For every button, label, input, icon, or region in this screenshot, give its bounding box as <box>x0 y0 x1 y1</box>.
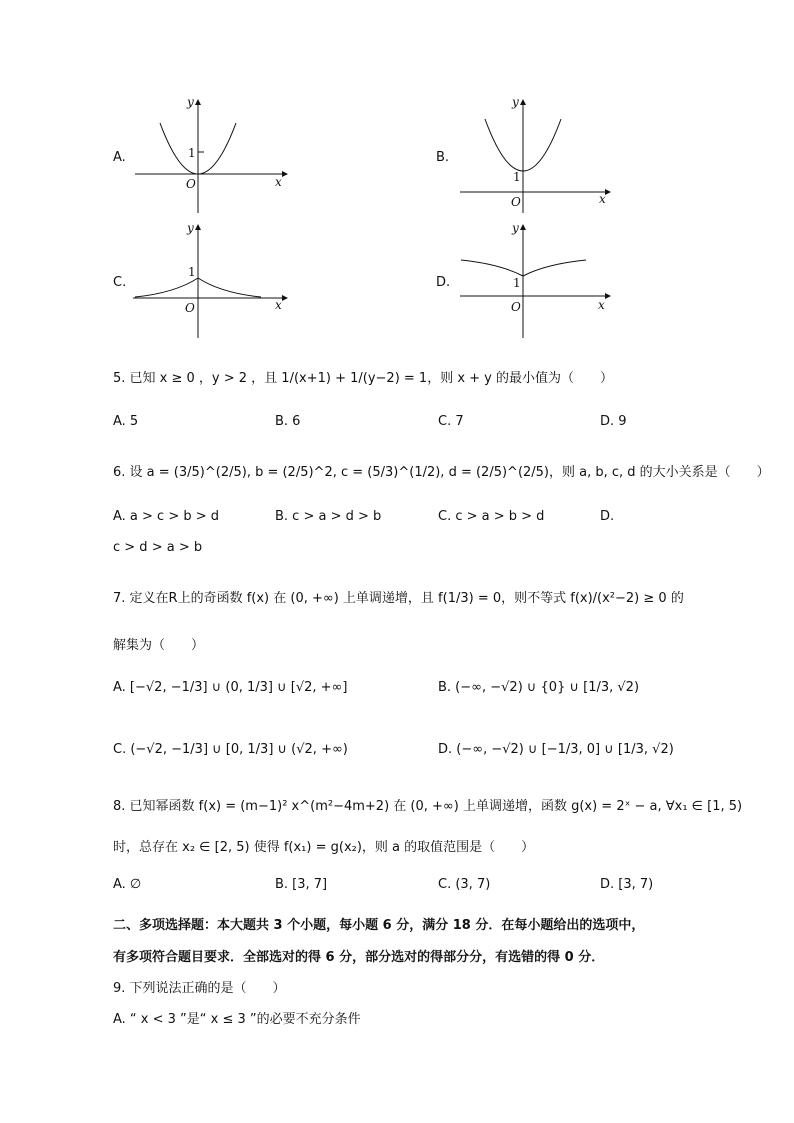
graph-a-y-label: y <box>187 95 194 109</box>
graph-a-label: A. <box>113 150 126 165</box>
q9-stem: 9. 下列说法正确的是（ ） <box>113 981 286 996</box>
q6-stem: 6. 设 a = (3/5)^(2/5), b = (2/5)^2, c = (5/3)^(1/2), d = (2/5)^(2/5)，则 a, b, c, d 的大小关系是（ ） <box>113 465 770 480</box>
q7-option-b: B. (−∞, −√2) ∪ {0} ∪ [1/3, √2) <box>438 680 640 695</box>
q5-stem: 5. 已知 x ≥ 0 ，y > 2 ，且 1/(x+1) + 1/(y−2) = 1，则 x + y 的最小值为（ ） <box>113 371 614 386</box>
q5-option-b: B. 6 <box>275 414 301 429</box>
graph-d-x-label: x <box>598 298 605 312</box>
q5-option-a: A. 5 <box>113 414 139 429</box>
q6-option-a: A. a > c > b > d <box>113 509 220 524</box>
graph-b-x-label: x <box>599 192 606 206</box>
q7-stem-wrap: 解集为（ ） <box>113 638 205 653</box>
graph-b <box>455 95 615 220</box>
graph-c-y-label: y <box>187 221 194 235</box>
q5-option-d: D. 9 <box>600 414 627 429</box>
graph-d-origin: O <box>511 300 521 314</box>
graph-d-y-label: y <box>512 221 519 235</box>
q8-option-b: B. [3, 7] <box>275 877 328 892</box>
graph-a <box>130 95 290 220</box>
q6-option-b: B. c > a > d > b <box>275 509 382 524</box>
q7-option-a: A. [−√2, −1/3] ∪ (0, 1/3] ∪ [√2, +∞] <box>113 680 348 695</box>
graph-c-tick: 1 <box>188 265 196 279</box>
graph-d-label: D. <box>436 275 451 290</box>
section2-line1: 二、多项选择题：本大题共 3 个小题，每小题 6 分，满分 18 分．在每小题给出的选项中， <box>113 918 645 933</box>
graph-c-label: C. <box>113 275 127 290</box>
graph-c <box>130 220 290 345</box>
graph-b-label: B. <box>436 150 450 165</box>
q7-option-d: D. (−∞, −√2) ∪ [−1/3, 0] ∪ [1/3, √2) <box>438 742 674 757</box>
graph-d-tick: 1 <box>513 276 521 290</box>
q9-option-a: A. “ x < 3 ”是“ x ≤ 3 ”的必要不充分条件 <box>113 1012 361 1027</box>
section2-line2: 有多项符合题目要求．全部选对的得 6 分，部分选对的得部分分，有选错的得 0 分． <box>113 950 605 965</box>
q7-stem: 7. 定义在R上的奇函数 f(x) 在 (0, +∞) 上单调递增，且 f(1/3) = 0，则不等式 f(x)/(x²−2) ≥ 0 的 <box>113 591 684 606</box>
graph-b-origin: O <box>511 195 521 209</box>
q5-option-c: C. 7 <box>438 414 464 429</box>
graph-b-y-label: y <box>512 95 519 109</box>
graph-a-x-label: x <box>275 175 282 189</box>
q8-stem-wrap: 时，总存在 x₂ ∈ [2, 5) 使得 f(x₁) = g(x₂)，则 a 的取值范围是（ ） <box>113 840 535 855</box>
q6-option-d-text: c > d > a > b <box>113 540 203 555</box>
q7-option-c: C. (−√2, −1/3] ∪ [0, 1/3] ∪ (√2, +∞) <box>113 742 348 757</box>
graph-c-x-label: x <box>275 298 282 312</box>
graph-b-tick: 1 <box>513 170 521 184</box>
q8-option-a: A. ∅ <box>113 877 142 892</box>
graph-a-tick: 1 <box>188 146 196 160</box>
graph-a-origin: O <box>186 177 196 191</box>
q6-option-d: D. <box>600 509 615 524</box>
q8-stem: 8. 已知幂函数 f(x) = (m−1)² x^(m²−4m+2) 在 (0, +∞) 上单调递增，函数 g(x) = 2ˣ − a, ∀x₁ ∈ [1, 5) <box>113 799 743 814</box>
q6-option-c: C. c > a > b > d <box>438 509 545 524</box>
graph-d <box>455 220 615 345</box>
graph-c-origin: O <box>185 301 195 315</box>
q8-option-c: C. (3, 7) <box>438 877 491 892</box>
q8-option-d: D. [3, 7) <box>600 877 654 892</box>
